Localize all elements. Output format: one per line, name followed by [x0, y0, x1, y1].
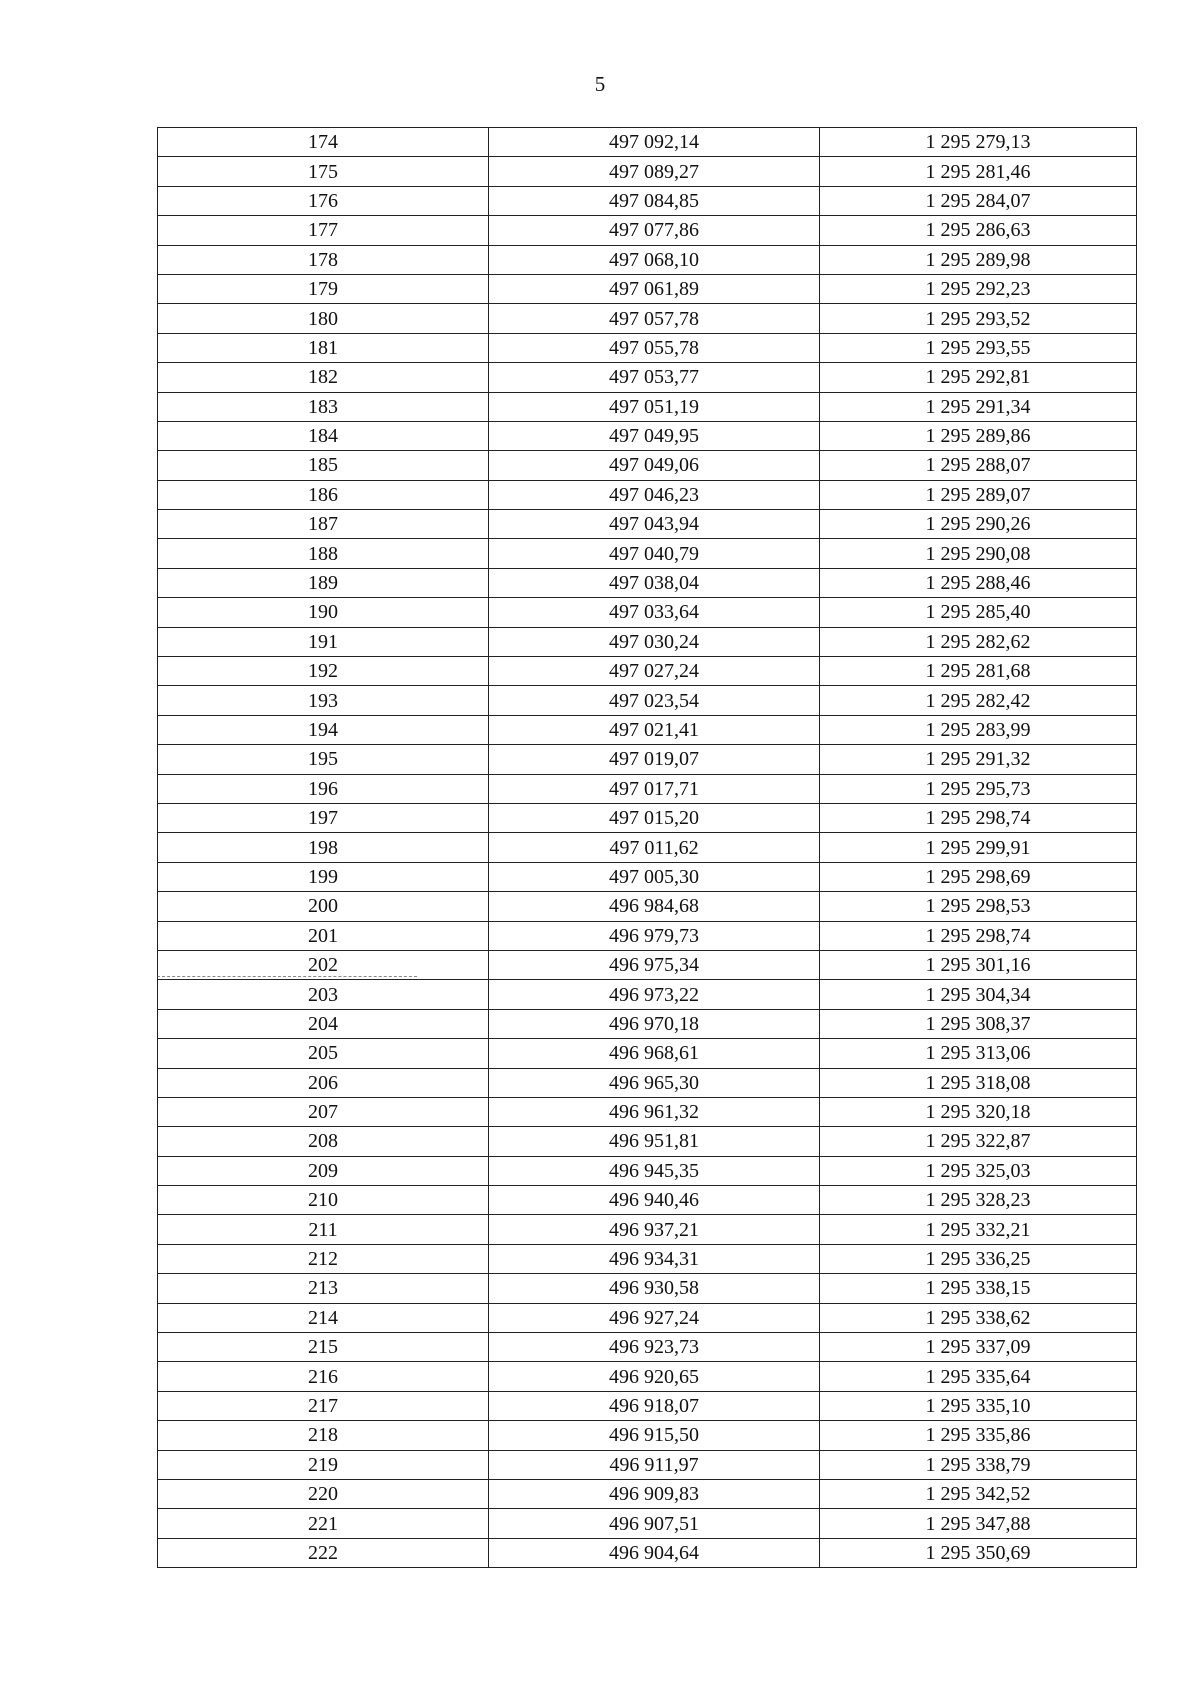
point-number-cell: 212 — [158, 1244, 489, 1273]
x-coordinate-cell: 497 051,19 — [489, 392, 820, 421]
y-coordinate-cell: 1 295 338,79 — [820, 1450, 1137, 1479]
x-coordinate-cell: 497 038,04 — [489, 568, 820, 597]
y-coordinate-cell: 1 295 283,99 — [820, 715, 1137, 744]
y-coordinate-cell: 1 295 322,87 — [820, 1127, 1137, 1156]
point-number-cell: 218 — [158, 1421, 489, 1450]
x-coordinate-cell: 497 021,41 — [489, 715, 820, 744]
y-coordinate-cell: 1 295 337,09 — [820, 1333, 1137, 1362]
x-coordinate-cell: 496 927,24 — [489, 1303, 820, 1332]
table-row — [158, 598, 1137, 627]
table-row — [158, 686, 1137, 715]
table-row — [158, 539, 1137, 568]
y-coordinate-cell: 1 295 290,26 — [820, 510, 1137, 539]
point-number-cell: 182 — [158, 363, 489, 392]
x-coordinate-cell: 496 945,35 — [489, 1156, 820, 1185]
x-coordinate-cell: 497 049,95 — [489, 421, 820, 450]
table-row — [158, 745, 1137, 774]
x-coordinate-cell: 497 033,64 — [489, 598, 820, 627]
y-coordinate-cell: 1 295 298,74 — [820, 803, 1137, 832]
table-row — [158, 1479, 1137, 1508]
point-number-cell: 216 — [158, 1362, 489, 1391]
y-coordinate-cell: 1 295 282,62 — [820, 627, 1137, 656]
table-row — [158, 451, 1137, 480]
x-coordinate-cell: 497 017,71 — [489, 774, 820, 803]
y-coordinate-cell: 1 295 286,63 — [820, 216, 1137, 245]
y-coordinate-cell: 1 295 285,40 — [820, 598, 1137, 627]
y-coordinate-cell: 1 295 350,69 — [820, 1538, 1137, 1567]
y-coordinate-cell: 1 295 335,64 — [820, 1362, 1137, 1391]
x-coordinate-cell: 496 918,07 — [489, 1391, 820, 1420]
table-row — [158, 480, 1137, 509]
x-coordinate-cell: 496 930,58 — [489, 1274, 820, 1303]
y-coordinate-cell: 1 295 336,25 — [820, 1244, 1137, 1273]
table-row — [158, 510, 1137, 539]
point-number-cell: 219 — [158, 1450, 489, 1479]
point-number-cell: 221 — [158, 1509, 489, 1538]
y-coordinate-cell: 1 295 288,46 — [820, 568, 1137, 597]
x-coordinate-cell: 497 043,94 — [489, 510, 820, 539]
point-number-cell: 192 — [158, 657, 489, 686]
x-coordinate-cell: 496 909,83 — [489, 1479, 820, 1508]
point-number-cell: 206 — [158, 1068, 489, 1097]
table-row — [158, 774, 1137, 803]
table-row — [158, 186, 1137, 215]
point-number-cell: 214 — [158, 1303, 489, 1332]
x-coordinate-cell: 497 077,86 — [489, 216, 820, 245]
point-number-cell: 203 — [158, 980, 489, 1009]
x-coordinate-cell: 497 023,54 — [489, 686, 820, 715]
table-row — [158, 274, 1137, 303]
point-number-cell: 211 — [158, 1215, 489, 1244]
y-coordinate-cell: 1 295 325,03 — [820, 1156, 1137, 1185]
table-row — [158, 568, 1137, 597]
x-coordinate-cell: 496 968,61 — [489, 1039, 820, 1068]
y-coordinate-cell: 1 295 284,07 — [820, 186, 1137, 215]
table-row — [158, 1538, 1137, 1567]
table-row — [158, 157, 1137, 186]
point-number-cell: 185 — [158, 451, 489, 480]
x-coordinate-cell: 497 015,20 — [489, 803, 820, 832]
y-coordinate-cell: 1 295 282,42 — [820, 686, 1137, 715]
point-number-cell: 181 — [158, 333, 489, 362]
y-coordinate-cell: 1 295 328,23 — [820, 1186, 1137, 1215]
table-row — [158, 980, 1137, 1009]
table-row — [158, 1097, 1137, 1126]
point-number-cell: 177 — [158, 216, 489, 245]
point-number-cell: 190 — [158, 598, 489, 627]
y-coordinate-cell: 1 295 298,74 — [820, 921, 1137, 950]
y-coordinate-cell: 1 295 332,21 — [820, 1215, 1137, 1244]
y-coordinate-cell: 1 295 298,69 — [820, 862, 1137, 891]
x-coordinate-cell: 497 040,79 — [489, 539, 820, 568]
x-coordinate-cell: 496 937,21 — [489, 1215, 820, 1244]
table-row — [158, 803, 1137, 832]
x-coordinate-cell: 497 084,85 — [489, 186, 820, 215]
point-number-cell: 196 — [158, 774, 489, 803]
table-row — [158, 1156, 1137, 1185]
y-coordinate-cell: 1 295 335,10 — [820, 1391, 1137, 1420]
y-coordinate-cell: 1 295 289,86 — [820, 421, 1137, 450]
y-coordinate-cell: 1 295 292,81 — [820, 363, 1137, 392]
table-row — [158, 1333, 1137, 1362]
x-coordinate-cell: 496 965,30 — [489, 1068, 820, 1097]
table-row — [158, 1391, 1137, 1420]
point-number-cell: 210 — [158, 1186, 489, 1215]
x-coordinate-cell: 497 019,07 — [489, 745, 820, 774]
point-number-cell: 200 — [158, 892, 489, 921]
x-coordinate-cell: 496 923,73 — [489, 1333, 820, 1362]
y-coordinate-cell: 1 295 293,55 — [820, 333, 1137, 362]
table-row — [158, 892, 1137, 921]
coordinates-table-body — [158, 128, 1137, 1568]
x-coordinate-cell: 496 911,97 — [489, 1450, 820, 1479]
y-coordinate-cell: 1 295 281,46 — [820, 157, 1137, 186]
point-number-cell: 184 — [158, 421, 489, 450]
table-row — [158, 921, 1137, 950]
x-coordinate-cell: 496 920,65 — [489, 1362, 820, 1391]
point-number-cell: 213 — [158, 1274, 489, 1303]
y-coordinate-cell: 1 295 299,91 — [820, 833, 1137, 862]
table-row — [158, 657, 1137, 686]
point-number-cell: 189 — [158, 568, 489, 597]
point-number-cell: 198 — [158, 833, 489, 862]
point-number-cell: 204 — [158, 1009, 489, 1038]
y-coordinate-cell: 1 295 290,08 — [820, 539, 1137, 568]
x-coordinate-cell: 496 934,31 — [489, 1244, 820, 1273]
point-number-cell: 180 — [158, 304, 489, 333]
y-coordinate-cell: 1 295 291,34 — [820, 392, 1137, 421]
y-coordinate-cell: 1 295 279,13 — [820, 128, 1137, 157]
point-number-cell: 195 — [158, 745, 489, 774]
table-row — [158, 421, 1137, 450]
point-number-cell: 215 — [158, 1333, 489, 1362]
scan-artifact-dash-line — [157, 976, 417, 977]
table-row — [158, 1009, 1137, 1038]
x-coordinate-cell: 497 053,77 — [489, 363, 820, 392]
x-coordinate-cell: 497 092,14 — [489, 128, 820, 157]
point-number-cell: 209 — [158, 1156, 489, 1185]
x-coordinate-cell: 496 904,64 — [489, 1538, 820, 1567]
x-coordinate-cell: 496 970,18 — [489, 1009, 820, 1038]
point-number-cell: 176 — [158, 186, 489, 215]
x-coordinate-cell: 496 979,73 — [489, 921, 820, 950]
table-row — [158, 363, 1137, 392]
x-coordinate-cell: 496 915,50 — [489, 1421, 820, 1450]
x-coordinate-cell: 496 975,34 — [489, 950, 820, 979]
coordinates-table — [157, 127, 1137, 1568]
table-row — [158, 304, 1137, 333]
x-coordinate-cell: 497 057,78 — [489, 304, 820, 333]
table-row — [158, 715, 1137, 744]
table-row — [158, 627, 1137, 656]
y-coordinate-cell: 1 295 308,37 — [820, 1009, 1137, 1038]
y-coordinate-cell: 1 295 293,52 — [820, 304, 1137, 333]
point-number-cell: 187 — [158, 510, 489, 539]
point-number-cell: 197 — [158, 803, 489, 832]
y-coordinate-cell: 1 295 335,86 — [820, 1421, 1137, 1450]
y-coordinate-cell: 1 295 347,88 — [820, 1509, 1137, 1538]
point-number-cell: 202 — [158, 950, 489, 979]
x-coordinate-cell: 497 046,23 — [489, 480, 820, 509]
table-row — [158, 245, 1137, 274]
point-number-cell: 193 — [158, 686, 489, 715]
y-coordinate-cell: 1 295 318,08 — [820, 1068, 1137, 1097]
point-number-cell: 207 — [158, 1097, 489, 1126]
point-number-cell: 208 — [158, 1127, 489, 1156]
x-coordinate-cell: 496 984,68 — [489, 892, 820, 921]
y-coordinate-cell: 1 295 288,07 — [820, 451, 1137, 480]
table-row — [158, 1509, 1137, 1538]
y-coordinate-cell: 1 295 292,23 — [820, 274, 1137, 303]
point-number-cell: 222 — [158, 1538, 489, 1567]
table-row — [158, 1068, 1137, 1097]
y-coordinate-cell: 1 295 342,52 — [820, 1479, 1137, 1508]
point-number-cell: 201 — [158, 921, 489, 950]
y-coordinate-cell: 1 295 301,16 — [820, 950, 1137, 979]
x-coordinate-cell: 496 951,81 — [489, 1127, 820, 1156]
y-coordinate-cell: 1 295 304,34 — [820, 980, 1137, 1009]
table-row — [158, 1244, 1137, 1273]
table-row — [158, 333, 1137, 362]
x-coordinate-cell: 497 027,24 — [489, 657, 820, 686]
y-coordinate-cell: 1 295 289,98 — [820, 245, 1137, 274]
table-row — [158, 862, 1137, 891]
point-number-cell: 220 — [158, 1479, 489, 1508]
point-number-cell: 183 — [158, 392, 489, 421]
y-coordinate-cell: 1 295 291,32 — [820, 745, 1137, 774]
table-row — [158, 1421, 1137, 1450]
table-row — [158, 1362, 1137, 1391]
table-row — [158, 1186, 1137, 1215]
x-coordinate-cell: 497 089,27 — [489, 157, 820, 186]
x-coordinate-cell: 496 973,22 — [489, 980, 820, 1009]
x-coordinate-cell: 496 907,51 — [489, 1509, 820, 1538]
y-coordinate-cell: 1 295 289,07 — [820, 480, 1137, 509]
table-row — [158, 1127, 1137, 1156]
table-row — [158, 1450, 1137, 1479]
table-row — [158, 128, 1137, 157]
point-number-cell: 178 — [158, 245, 489, 274]
table-row — [158, 392, 1137, 421]
point-number-cell: 186 — [158, 480, 489, 509]
point-number-cell: 199 — [158, 862, 489, 891]
point-number-cell: 194 — [158, 715, 489, 744]
x-coordinate-cell: 497 049,06 — [489, 451, 820, 480]
y-coordinate-cell: 1 295 320,18 — [820, 1097, 1137, 1126]
x-coordinate-cell: 497 011,62 — [489, 833, 820, 862]
table-row — [158, 1215, 1137, 1244]
page-number: 5 — [594, 72, 606, 96]
table-row — [158, 1303, 1137, 1332]
table-row — [158, 833, 1137, 862]
point-number-cell: 179 — [158, 274, 489, 303]
x-coordinate-cell: 497 030,24 — [489, 627, 820, 656]
y-coordinate-cell: 1 295 298,53 — [820, 892, 1137, 921]
point-number-cell: 188 — [158, 539, 489, 568]
point-number-cell: 205 — [158, 1039, 489, 1068]
y-coordinate-cell: 1 295 295,73 — [820, 774, 1137, 803]
table-row — [158, 1274, 1137, 1303]
point-number-cell: 175 — [158, 157, 489, 186]
point-number-cell: 191 — [158, 627, 489, 656]
y-coordinate-cell: 1 295 281,68 — [820, 657, 1137, 686]
y-coordinate-cell: 1 295 338,15 — [820, 1274, 1137, 1303]
table-row — [158, 216, 1137, 245]
x-coordinate-cell: 497 068,10 — [489, 245, 820, 274]
x-coordinate-cell: 496 940,46 — [489, 1186, 820, 1215]
y-coordinate-cell: 1 295 338,62 — [820, 1303, 1137, 1332]
x-coordinate-cell: 497 061,89 — [489, 274, 820, 303]
x-coordinate-cell: 497 055,78 — [489, 333, 820, 362]
table-row — [158, 1039, 1137, 1068]
y-coordinate-cell: 1 295 313,06 — [820, 1039, 1137, 1068]
point-number-cell: 174 — [158, 128, 489, 157]
point-number-cell: 217 — [158, 1391, 489, 1420]
x-coordinate-cell: 496 961,32 — [489, 1097, 820, 1126]
x-coordinate-cell: 497 005,30 — [489, 862, 820, 891]
